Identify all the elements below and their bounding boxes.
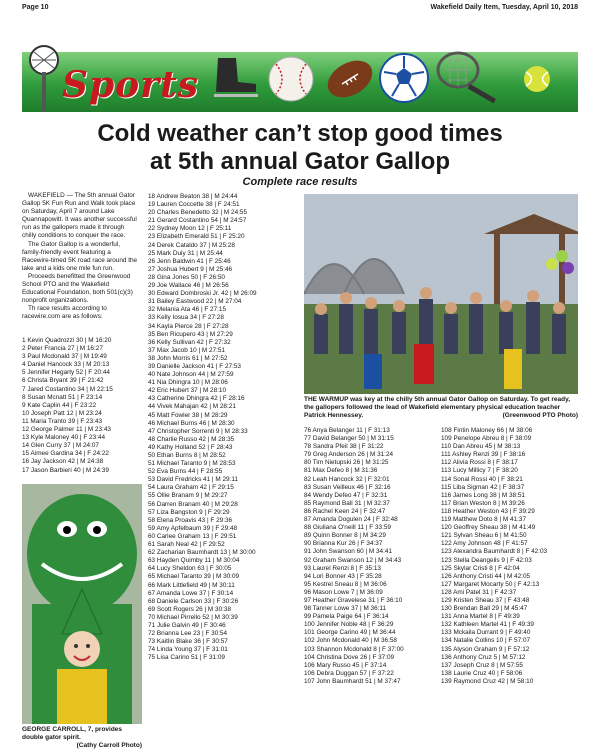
result-row: 70 Michael Pirrello 52 | M 30:39 (148, 613, 238, 621)
tennis-racket-icon (434, 46, 504, 110)
photo-gator (22, 484, 142, 724)
result-row: 131 Anna Martel 8 | F 49:39 (441, 613, 520, 621)
result-row: 12 George Palmer 11 | M 23:43 (22, 426, 111, 434)
result-row: 48 Charlie Russo 42 | M 28:35 (148, 435, 235, 443)
result-row: 132 Kathleen Martel 41 | F 49:39 (441, 621, 534, 629)
photo-caption-main (304, 396, 578, 420)
results-column-1 (22, 337, 142, 475)
result-row: 89 Quinn Bonner 8 | M 34:29 (304, 532, 386, 540)
result-row: 103 Shannon Mcdonald 8 | F 37:00 (304, 645, 404, 653)
photo-credit: (Cathy Carroll Photo) (76, 742, 142, 749)
result-row: 76 Anya Belanger 11 | F 31:13 (304, 427, 390, 434)
results-column-3 (304, 427, 434, 686)
result-row: 86 Rachel Keen 24 | F 32:47 (304, 507, 386, 515)
result-row: 19 Lauren Coccette 38 | F 24:51 (148, 201, 240, 209)
result-row: 129 Kristen Sheau 37 | F 43:48 (441, 596, 530, 604)
result-row: 55 Ollie Branam 9 | M 29:27 (148, 492, 228, 500)
result-row: 123 Alexandra Baumhardt 8 | F 42:03 (441, 548, 548, 556)
sports-icons (22, 40, 578, 115)
page-header (0, 0, 600, 18)
result-row: 138 Laurie Cruz 40 | F 58:06 (441, 669, 523, 677)
result-row: 21 Gerard Costantino 54 | M 24:57 (148, 217, 247, 225)
result-row: 33 Kelly Iosua 34 | F 27:28 (148, 314, 224, 322)
result-row: 60 Carlee Graham 13 | F 29:51 (148, 532, 237, 540)
result-row: 1 Kevin Quadrozzi 30 | M 16:20 (22, 337, 112, 344)
result-row: 51 Michael Taranto 9 | M 28:53 (148, 460, 236, 468)
result-row: 29 Joe Wallace 46 | M 26:56 (148, 282, 229, 290)
result-row: 87 Amanda Dogulen 24 | F 32:48 (304, 516, 398, 524)
result-row: 91 John Swanson 60 | M 34:41 (304, 548, 392, 556)
page-number: Page 10 (22, 4, 49, 11)
result-row: 23 Elizabeth Emerald 51 | F 25:20 (148, 233, 245, 241)
result-row: 139 Raymond Cruz 42 | M 58:10 (441, 677, 534, 685)
article-intro (22, 192, 140, 322)
headline-line2: at 5th annual Gator Gallop (149, 148, 451, 175)
result-row: 119 Matthew Doto 8 | M 41:37 (441, 516, 527, 524)
result-row: 114 Sonal Rossi 40 | F 38:21 (441, 475, 523, 483)
result-row: 64 Lucy Sheldon 63 | F 30:05 (148, 565, 232, 573)
result-row: 50 Ethan Burns 8 | M 28:52 (148, 452, 226, 459)
result-row: 115 Liba Sigman 42 | F 38:37 (441, 483, 525, 491)
result-row: 90 Brianna Kur 26 | F 34:37 (304, 540, 383, 548)
result-row: 27 Joshua Hubert 9 | M 25:46 (148, 265, 233, 273)
result-row: 126 Anthony Cristi 44 | M 42:05 (441, 572, 531, 580)
headline-line1: Cold weather can’t stop good times (97, 120, 503, 147)
result-row: 39 Danielle Jackson 41 | F 27:53 (148, 362, 241, 370)
result-row: 49 Kathy Holland 52 | F 28:43 (148, 443, 233, 451)
result-row: 80 Tim Nietupski 26 | M 31:25 (304, 459, 389, 467)
intro-paragraph: Proceeds benefitted the Greenwood School PTO and the Wakefield Educational Foundation, both 501(c)(3) nonprofit organizations. (22, 272, 133, 305)
soccer-ball-icon (378, 52, 430, 104)
result-row: 25 Mark Duiy 31 | M 25:44 (148, 249, 223, 257)
result-row: 46 Michael Burns 46 | M 28:30 (148, 419, 235, 427)
result-row: 31 Bailey Eastwood 22 | M 27:04 (148, 298, 242, 306)
result-row: 121 Sylvan Sheau 6 | M 41:50 (441, 532, 527, 540)
result-row: 108 Fintin Maloney 66 | M 38:06 (441, 427, 533, 434)
result-row: 83 Susan Veilleux 46 | F 32:16 (304, 483, 391, 491)
result-row: 67 Amanda Lowe 37 | F 30:14 (148, 589, 234, 597)
result-row: 106 Mary Russo 45 | F 37:14 (304, 661, 387, 669)
result-row: 107 John Baumhardt 51 | M 37:47 (304, 677, 401, 685)
result-row: 24 Derek Cataldo 37 | M 25:28 (148, 241, 235, 249)
result-row: 74 Linda Young 37 | F 31:01 (148, 646, 228, 654)
intro-paragraph: WAKEFIELD — The 5th annual Gator Gallop 5K Fun Run and Walk took place on Saturday, April 7 around Lake Quannapowitt. It was another successful run as the gallopers made it through chilly conditions to conquer the race. (22, 192, 137, 240)
result-row: 122 Amy Johnson 48 | F 41:57 (441, 540, 528, 548)
result-row: 41 Nia Dhingra 10 | M 28:06 (148, 379, 228, 387)
result-row: 8 Susan Mcnatt 51 | F 23:14 (22, 393, 103, 401)
result-row: 125 Skylar Cristi 8 | F 42:04 (441, 564, 520, 572)
result-row: 81 Max Defeo 8 | M 31:36 (304, 467, 378, 475)
result-row: 137 Joseph Cruz 8 | M 57:55 (441, 661, 523, 669)
result-row: 101 George Carino 49 | M 36:44 (304, 629, 396, 637)
result-row: 38 John Morris 61 | M 27:52 (148, 354, 228, 362)
result-row: 10 Joseph Patt 12 | M 23:24 (22, 409, 102, 417)
caption-text: GEORGE CARROLL, 7, provides double gator spirit. (22, 726, 123, 741)
result-row: 97 Heather Gravelese 31 | F 36:10 (304, 596, 403, 604)
result-row: 104 Christina Dove 26 | F 37:09 (304, 653, 395, 661)
result-row: 63 Hayden Quimby 11 | M 30:04 (148, 557, 240, 565)
result-row: 18 Andrew Beaton 38 | M 24:44 (148, 193, 238, 200)
result-row: 54 Laura Graham 42 | F 29:15 (148, 484, 234, 492)
result-row: 17 Jason Barbieri 40 | M 24:39 (22, 466, 109, 474)
result-row: 77 David Belanger 50 | M 31:15 (304, 435, 394, 443)
result-row: 134 Natalie Collins 10 | F 57:07 (441, 637, 531, 645)
result-row: 93 Laurel Renzi 8 | F 35:13 (304, 564, 381, 572)
result-row: 136 Anthony Cruz 5 | M 57:12 (441, 653, 526, 661)
result-row: 42 Eric Hubert 37 | M 28:10 (148, 387, 227, 395)
result-row: 118 Heather Weston 43 | F 39:29 (441, 507, 535, 515)
result-row: 7 Jared Costantino 34 | M 22:15 (22, 385, 113, 393)
result-row: 120 Geoffrey Sheau 38 | M 41:49 (441, 524, 536, 532)
result-row: 79 Greg Anderson 26 | M 31:24 (304, 451, 394, 459)
result-row: 14 Glen Curry 37 | M 24:07 (22, 442, 99, 450)
result-row: 72 Brianna Lee 23 | F 30:54 (148, 630, 228, 638)
result-row: 59 Amy Apfelbaum 39 | F 29:48 (148, 524, 238, 532)
intro-paragraph: The Gator Gallop is a wonderful, family-friendly event featuring a Racewire-timed 5K road race around the lake and a kids one mile fun run. (22, 240, 138, 272)
result-row: 133 Mckaila Durrant 9 | F 49:40 (441, 629, 531, 637)
result-row: 62 Zacharian Baumhardt 13 | M 30:00 (148, 549, 256, 557)
result-row: 82 Leah Hancock 32 | F 32:01 (304, 475, 390, 483)
paper-dateline: Wakefield Daily Item, Tuesday, April 10, 2018 (430, 4, 578, 11)
result-row: 109 Penelope Abreu 8 | F 38:09 (441, 435, 532, 443)
result-row: 53 David Fredricks 41 | M 29:11 (148, 476, 238, 484)
caption-text: THE WARMUP was key at the chilly 5th annual Gator Gallop on Saturday. To get ready, the gallopers followed the lead of Wakefield elementary physical education teacher Patrick Hennessey. (304, 396, 571, 419)
result-row: 47 Christopher Sorrenti 9 | M 28:33 (148, 427, 248, 435)
result-row: 3 Paul Mcdonald 37 | M 19:49 (22, 353, 107, 361)
ice-skate-icon (210, 52, 260, 102)
result-row: 110 Dan Abreu 45 | M 38:13 (441, 443, 521, 451)
result-row: 94 Lori Bonner 43 | F 35:28 (304, 572, 382, 580)
result-row: 117 Brian Weston 8 | M 39:26 (441, 499, 525, 507)
result-row: 75 Lisa Carino 51 | F 31:09 (148, 654, 225, 662)
result-row: 5 Jennifer Hegarty 52 | F 20:44 (22, 369, 110, 377)
result-row: 13 Kyle Maloney 40 | F 23:44 (22, 434, 106, 442)
result-row: 9 Kate Caplin 44 | F 23:22 (22, 401, 97, 409)
result-row: 128 Ami Patel 31 | F 42:37 (441, 588, 517, 596)
result-row: 56 Darren Branam 40 | M 29:28 (148, 500, 238, 508)
result-row: 52 Eva Burns 44 | F 28:55 (148, 468, 223, 476)
result-row: 73 Kaitlin Blake 36 | F 30:57 (148, 638, 228, 646)
result-row: 106 Debra Duggan 57 | F 37:22 (304, 669, 394, 677)
subheadline: Complete race results (242, 176, 358, 188)
result-row: 45 Matt Fowler 38 | M 28:29 (148, 411, 228, 419)
result-row: 65 Michael Taranto 39 | M 30:09 (148, 573, 240, 581)
result-row: 99 Pamela Paige 64 | F 36:14 (304, 613, 389, 621)
result-row: 130 Brendan Ball 29 | M 45:47 (441, 605, 528, 613)
result-row: 111 Ashley Renzi 39 | F 38:16 (441, 451, 526, 459)
result-row: 135 Alyson Graham 9 | F 57:12 (441, 645, 530, 653)
result-row: 78 Sandra Pfeil 38 | F 31:22 (304, 443, 384, 451)
result-row: 113 Lucy Millicy 7 | F 38:20 (441, 467, 518, 475)
result-row: 66 Mark Littlefield 49 | M 30:11 (148, 581, 235, 589)
result-row: 37 Max Jacob 10 | M 27:51 (148, 346, 225, 354)
result-row: 98 Tanner Lowe 37 | M 36:11 (304, 605, 387, 613)
results-column-4 (441, 427, 581, 686)
photo-warmup (304, 194, 578, 394)
result-row: 71 Julie Galvin 49 | F 30:46 (148, 621, 226, 629)
section-title: Sports (62, 64, 200, 106)
result-row: 43 Catherine Dhingra 42 | F 28:16 (148, 395, 245, 403)
result-row: 95 Kestrel Sneau 8 | M 36:06 (304, 580, 387, 588)
result-row: 22 Sydney Moon 12 | F 25:11 (148, 225, 232, 233)
result-row: 35 Ben Ricupero 43 | M 27:29 (148, 330, 233, 338)
result-row: 116 James Long 38 | M 38:51 (441, 491, 525, 499)
results-column-2 (148, 193, 298, 662)
baseball-icon (266, 54, 316, 104)
result-row: 40 Nate Johnson 44 | M 27:59 (148, 371, 234, 379)
result-row: 102 John Mcdonald 40 | M 36:58 (304, 637, 397, 645)
result-row: 88 Giuliana O'neill 11 | F 33:59 (304, 524, 391, 532)
result-row: 127 Margaret Mocarty 50 | F 42:13 (441, 580, 540, 588)
result-row: 11 Maria Tranto 39 | F 23:43 (22, 417, 103, 425)
lacrosse-stick-icon (26, 44, 62, 114)
result-row: 28 Gina Jones 50 | F 26:50 (148, 273, 225, 281)
result-row: 123 Stella Deangelis 9 | F 42:03 (441, 556, 532, 564)
result-row: 96 Mason Lowe 7 | M 36:09 (304, 588, 383, 596)
photo-credit: (Greenwood PTO Photo) (502, 412, 578, 419)
football-icon (324, 54, 376, 104)
result-row: 57 Liza Bangston 9 | F 29:29 (148, 508, 230, 516)
result-row: 92 Graham Swanson 12 | M 34:43 (304, 556, 402, 564)
result-row: 26 Jenn Baldwin 41 | F 25:46 (148, 257, 231, 265)
result-row: 100 Jennifer Noble 48 | F 36:29 (304, 621, 394, 629)
result-row: 69 Scott Rogers 26 | M 30:38 (148, 605, 232, 613)
result-row: 32 Melania Ata 46 | F 27:15 (148, 306, 227, 314)
tennis-ball-icon (522, 64, 552, 94)
result-row: 34 Kayla Pierce 28 | F 27:28 (148, 322, 229, 330)
result-row: 16 Jay Jackson 42 | M 24:38 (22, 458, 104, 466)
result-row: 4 Daniel Hancock 33 | M 20:13 (22, 361, 110, 369)
photo-caption-small (22, 726, 142, 750)
result-row: 2 Peter Francia 27 | M 16:27 (22, 345, 103, 353)
result-row: 58 Elena Proavis 43 | F 29:36 (148, 516, 233, 524)
intro-paragraph: Th race results according to racewire.com are as follows: (22, 305, 107, 321)
result-row: 20 Charles Benedetto 32 | M 24:55 (148, 209, 248, 217)
result-row: 84 Wendy Defeo 47 | F 32:31 (304, 491, 388, 499)
result-row: 44 Vivek Mahajan 42 | M 28:21 (148, 403, 236, 411)
result-row: 6 Christa Bryant 39 | F 21:42 (22, 377, 104, 385)
result-row: 68 Daniele Carlson 33 | F 30:26 (148, 597, 239, 605)
result-row: 85 Raymond Ball 31 | M 32:37 (304, 499, 390, 507)
result-row: 36 Kelly Sullivan 42 | F 27:32 (148, 338, 231, 346)
result-row: 112 Alivia Rossi 8 | F 38:17 (441, 459, 518, 467)
result-row: 30 Edward Dombroski Jr. 42 | M 26:09 (148, 290, 257, 298)
result-row: 61 Sarah Neal 42 | F 29:52 (148, 541, 225, 549)
result-row: 15 Aimee Gardina 34 | F 24:22 (22, 450, 109, 458)
